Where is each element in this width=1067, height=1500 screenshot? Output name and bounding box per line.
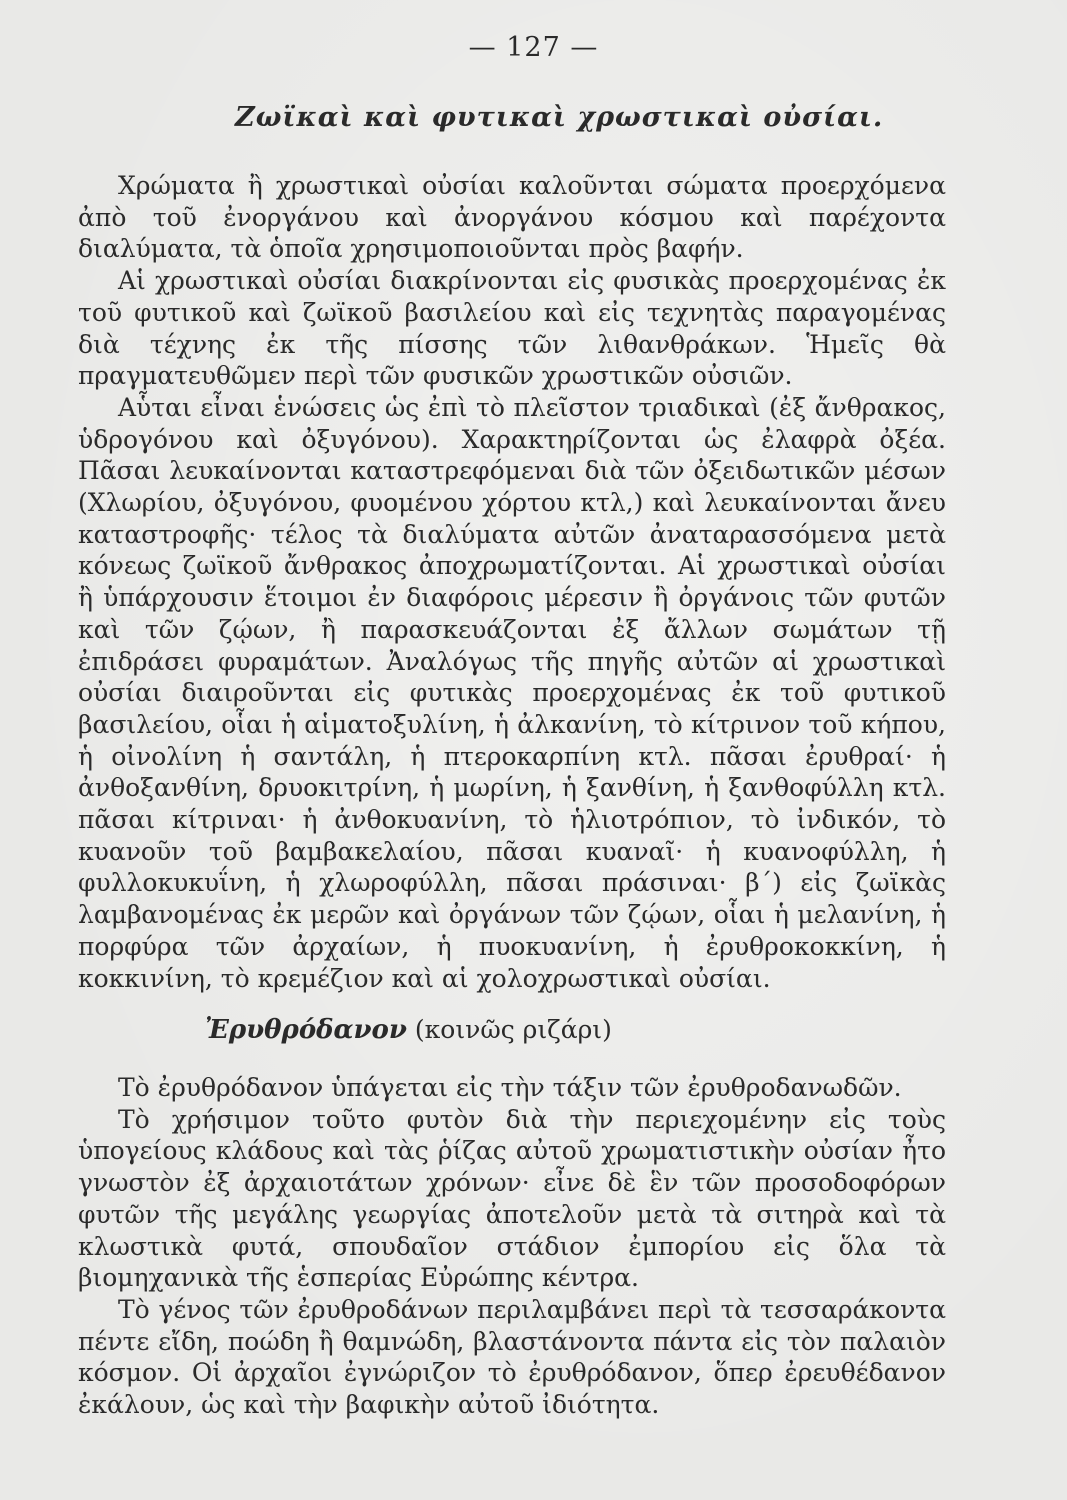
- paragraph: Αὗται εἶναι ἑνώσεις ὡς ἐπὶ τὸ πλεῖστον τριαδικαὶ (ἐξ ἄνθρακος, ὑδρογόνου καὶ ὀξυγόνου). Χαρακτηρίζονται ὡς ἐλαφρὰ ὀξέα. Πᾶσαι λευκαίνονται καταστρεφόμεναι διὰ τῶν ὀξειδωτικῶν μέσων (Χλωρίου, ὀξυγόνου, φυομένου χόρτου κτλ,) καὶ λευκαίνονται ἄνευ καταστροφῆς· τέλος τὰ διαλύματα αὐτῶν ἀναταρασσόμενα μετὰ κόνεως ζωϊκοῦ ἄνθρακος ἀποχρωματίζονται. Αἱ χρωστικαὶ οὐσίαι ἢ ὑπάρχουσιν ἕτοιμοι ἐν διαφόροις μέρεσιν ἢ ὀργάνοις τῶν φυτῶν καὶ τῶν ζῴων, ἢ παρασκευάζονται ἐξ ἄλλων σωμάτων τῇ ἐπιδράσει φυραμάτων. Ἀναλόγως τῆς πηγῆς αὐτῶν αἱ χρωστικαὶ οὐσίαι διαιροῦνται εἰς φυτικὰς προερχομένας ἐκ τοῦ φυτικοῦ βασιλείου, οἷαι ἡ αἱματοξυλίνη, ἡ ἀλκανίνη, τὸ κίτρινον τοῦ κήπου, ἡ οἰνολίνη ἡ σαντάλη, ἡ πτεροκαρπίνη κτλ. πᾶσαι ἐρυθραί· ἡ ἀνθοξανθίνη, δρυοκιτρίνη, ἡ μωρίνη, ἡ ξανθίνη, ἡ ξανθοφύλλη κτλ. πᾶσαι κίτριναι· ἡ ἀνθοκυανίνη, τὸ ἡλιοτρόπιον, τὸ ἰνδικόν, τὸ κυανοῦν τοῦ βαμβακελαίου, πᾶσαι κυαναῖ· ἡ κυανοφύλλη, ἡ φυλλοκυκυΐνη, ἡ χλωροφύλλη, πᾶσαι πράσιναι· β΄) εἰς ζωϊκὰς λαμβανομένας ἐκ μερῶν καὶ ὀργάνων τῶν ζῴων, οἷαι ἡ μελανίνη, ἡ πορφύρα τῶν ἀρχαίων, ἡ πυοκυανίνη, ἡ ἐρυθροκοκκίνη, ἡ κοκκινίνη, τὸ κρεμέζιον καὶ αἱ χολοχρωστικαὶ οὐσίαι.: [78, 392, 946, 993]
- section-body: [78, 170, 946, 994]
- subheading-note: (κοινῶς ριζάρι): [414, 1015, 612, 1044]
- paragraph: Χρώματα ἢ χρωστικαὶ οὐσίαι καλοῦνται σώματα προερχόμενα ἀπὸ τοῦ ἐνοργάνου καὶ ἀνοργάνου κόσμου καὶ παρέχοντα διαλύματα, τὰ ὁποῖα χρησιμοποιοῦνται πρὸς βαφήν.: [78, 171, 946, 264]
- paragraph: Τὸ ἐρυθρόδανον ὑπάγεται εἰς τὴν τάξιν τῶν ἐρυθροδανωδῶν.: [118, 1073, 902, 1102]
- paragraph: Αἱ χρωστικαὶ οὐσίαι διακρίνονται εἰς φυσικὰς προερχομένας ἐκ τοῦ φυτικοῦ καὶ ζωϊκοῦ βασιλείου καὶ εἰς τεχνητὰς παραγομένας διὰ τέχνης ἐκ τῆς πίσσης τῶν λιθανθράκων. Ἡμεῖς θὰ πραγματευθῶμεν περὶ τῶν φυσικῶν χρωστικῶν οὐσιῶν.: [78, 266, 946, 391]
- paragraph: Τὸ χρήσιμον τοῦτο φυτὸν διὰ τὴν περιεχομένην εἰς τοὺς ὑπογείους κλάδους καὶ τὰς ῥίζας αὐτοῦ χρωματιστικὴν οὐσίαν ἦτο γνωστὸν ἐξ ἀρχαιοτάτων χρόνων· εἶνε δὲ ἓν τῶν προσοδοφόρων φυτῶν τῆς μεγάλης γεωργίας ἀποτελοῦν μετὰ τὰ σιτηρὰ καὶ τὰ κλωστικὰ φυτά, σπουδαῖον στάδιον ἐμπορίου εἰς ὅλα τὰ βιομηχανικὰ τῆς ἑσπερίας Εὐρώπης κέντρα.: [78, 1104, 946, 1293]
- subheading: [205, 1015, 612, 1045]
- subsection-body: [78, 1072, 946, 1421]
- paragraph: Τὸ γένος τῶν ἐρυθροδάνων περιλαμβάνει περὶ τὰ τεσσαράκοντα πέντε εἴδη, ποώδη ἢ θαμνώδη, βλαστάνοντα πάντα εἰς τὸν παλαιὸν κόσμον. Οἱ ἀρχαῖοι ἐγνώριζον τὸ ἐρυθρόδανον, ὅπερ ἐρευθέδανον ἐκάλουν, ὡς καὶ τὴν βαφικὴν αὐτοῦ ἰδιότητα.: [78, 1294, 946, 1420]
- page-number: — 127 —: [468, 32, 599, 63]
- subheading-title: Ἐρυθρόδανον: [205, 1015, 407, 1045]
- section-title: Ζωϊκαὶ καὶ φυτικαὶ χρωστικαὶ οὐσίαι.: [235, 102, 884, 133]
